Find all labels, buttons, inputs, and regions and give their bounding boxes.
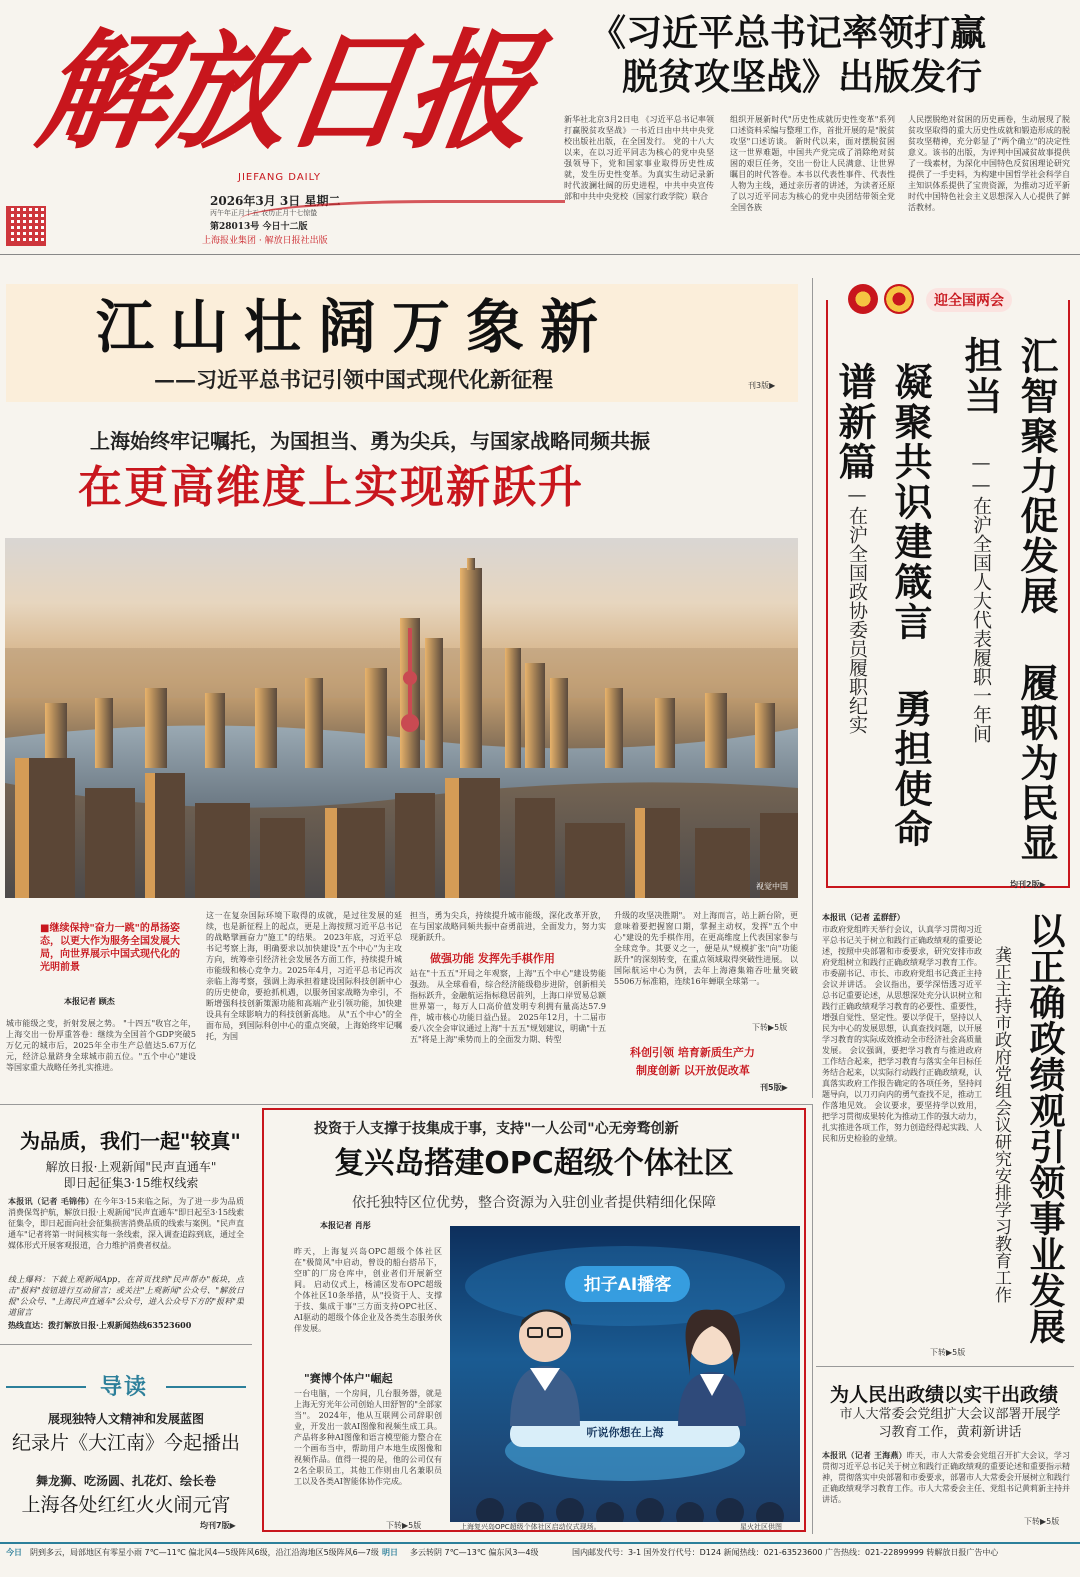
top-story-col-2: 组织开展新时代"历史性成就历史性变革"系列口述资料采编与整理工作，首批开展的是"脱贫攻坚"口述访谈。 新时代以来，面对摆脱贫困这一世界难题，中国共产党完成了消除绝对贫困的艰巨任务，交出一份让人民满意、让世界瞩目的时代答卷。本书以代表性事件、代表性人物为主线，通过亲历者的讲述，为读者还原了以习近平同志为核心的党中央团结带领全党全国各族	[730, 115, 895, 212]
lead-col-3: 担当，勇为尖兵，持续提升城市能级，深化改革开放，在与国家战略同频共振中奋勇前进，全面发力，努力实现新跃升。	[410, 911, 606, 942]
lead-sub-1: 做强功能 发挥先手棋作用	[430, 952, 555, 965]
quality-sub-1: 解放日报·上观新闻"民声直通车"	[45, 1160, 217, 1174]
lead-col-3b: 站在"十五五"开局之年观察，上海"五个中心"建设势能强劲。 从全球看看，综合经济能级稳步进阶，创新相关指标跃升，金融航运指标稳居前列，上海口岸贸易总额世界第一，每万人口高价值发明专利拥有量高达57.9件，城市核心功能日益凸显。 2025年12月，十二届市委八次全会审议通过上海"十五五"规划建议，明确"十五五"将是上海"乘势而上的全面发力期、转型	[410, 969, 606, 1044]
opc-headline: 复兴岛搭建OPC超级个体社区	[334, 1146, 734, 1181]
cppcc-emblem-icon	[884, 284, 914, 314]
lead-col-4: 升级的攻坚决胜期"。 对上海而言，站上新台阶，更意味着要把握窗口期，掌握主动权，发挥"五个中心"建设的先手棋作用，在更高维度上代表国家参与全球竞争。其要义之一，便是从"规模扩张"向"功能跃升"的深刻转变，在重点领域取得突破性进展。 以国际航运中心为例，去年上海港集箱吞吐量突破5506万标准箱，连续16年蝉联全球第一。	[614, 911, 798, 986]
renmin-headline: 为人民出政绩以实干出政绩	[830, 1384, 1059, 1406]
divider-top	[0, 254, 1080, 255]
lead-red-intro: ■继续保持"奋力一跳"的昂扬姿态，以更大作为服务全国发展大局，向世界展示中国式现代化的光明前景	[40, 923, 180, 973]
quality-sub-2: 即日起征集3·15维权线索	[63, 1176, 199, 1190]
guide-item-1-kicker: 展现独特人文精神和发展蓝图	[47, 1412, 204, 1426]
zhengji-headline: 以正确政绩观引领事业发展	[1024, 912, 1066, 1344]
lead-red-sub-1: 科创引领 培育新质生产力	[630, 1046, 755, 1059]
renmin-subline: 市人大常委会党组扩大会议部署开展学习教育工作，黄莉新讲话	[839, 1407, 1061, 1440]
lianghui-b-title: 凝聚共识建箴言 勇担使命谱新篇	[832, 362, 933, 849]
guide-line-left	[6, 1386, 86, 1388]
masthead-issue: 第28013号 今日十二版	[210, 222, 308, 232]
divider-mid	[0, 1104, 812, 1105]
masthead-date: 2026年3月 3日 星期二	[210, 194, 341, 208]
renmin-turn: 下转▶5版	[1024, 1517, 1060, 1526]
guide-item-2-kicker: 舞龙狮、吃汤圆、扎花灯、绘长卷	[35, 1474, 216, 1488]
top-story	[540, 8, 1075, 250]
feature-subline: ——习近平总书记引领中国式现代化新征程	[154, 367, 553, 392]
zhengji-turn: 下转▶5版	[930, 1348, 966, 1357]
footer	[0, 1547, 1080, 1567]
feature-banner	[6, 284, 798, 402]
quality-body-text: 在今年3·15来临之际，为了进一步为品质消费保驾护航，解放日报·上观新闻"民声直通车"即日起至3·15线索征集令，即日起面向社会征集损害消费品质的线索与案例。"民声直通车"记者将第一时间核实每一条线索，深入调查追踪到底，通过全媒体形式开展客观报道，合力维护消费者权益。	[8, 1197, 244, 1250]
feature-turn: 刊3版▶	[748, 381, 776, 390]
quality-headline: 为品质，我们一起"较真"	[20, 1129, 241, 1153]
guide-title: 导读	[100, 1374, 149, 1400]
top-story-headline-2: 脱贫攻坚战》出版发行	[622, 56, 983, 98]
skyline-photo	[5, 538, 798, 898]
guide-box	[6, 1360, 246, 1536]
renmin-body	[822, 1450, 1070, 1516]
opc-credit: 星火社区供图	[740, 1523, 782, 1531]
opc-byline: 本报记者 肖彤	[320, 1220, 371, 1230]
lianghui-a-sub: ——在沪全国人大代表履职一年间	[970, 452, 992, 743]
opc-kicker: 投资于人支撑于技集成于事，支持"一人公司"心无旁骛创新	[314, 1121, 679, 1137]
skyline-illustration	[5, 538, 798, 898]
opc-photo-sign: 扣子AI播客	[583, 1275, 672, 1295]
masthead-publisher: 上海报业集团 · 解放日报社出版	[202, 236, 328, 246]
footer-rule	[0, 1542, 1080, 1544]
renmin-byline: 本报讯（记者 王海燕）	[822, 1450, 907, 1460]
lianghui-label: 迎全国两会	[926, 288, 1012, 312]
lead-red-sub-2: 制度创新 以开放促改革	[636, 1064, 750, 1077]
guide-turn: 均刊7版▶	[200, 1521, 236, 1530]
lead-kicker: 上海始终牢记嘱托，为国担当、勇为尖兵，与国家战略同频共振	[90, 429, 650, 453]
top-story-col-1: 新华社北京3月2日电 《习近平总书记率领打赢脱贫攻坚战》一书近日由中共中央党校出版社出版，在全国发行。 党的十八大以来，在以习近平同志为核心的党中央坚强领导下，党和国家事业取得历史性成就，发生历史性变革。为真实生动记录新时代波澜壮阔的历史进程，中共中央宣传部和中共中央党校（国家行政学院）联合	[564, 115, 714, 201]
footer-today-weather: 阴到多云，局部地区有零星小雨 7℃—11℃ 偏北风4—5级阵风6级，沿江沿海地区5级阵风6—7级	[30, 1548, 379, 1557]
masthead-logo: 解放日报	[29, 17, 539, 167]
footer-codes: 国内邮发代号：3-1 国外发行代号：D124 新闻热线：021-63523600 广告热线：021-22899999 转解放日报广告中心	[572, 1548, 999, 1557]
lead-turn: 刊5版▶	[760, 1083, 788, 1092]
footer-today-label: 今日	[6, 1548, 22, 1557]
opc-caption: 上海复兴岛OPC超级个体社区启动仪式现场。	[460, 1523, 601, 1531]
divider-right-mid	[816, 1366, 1074, 1367]
lead-byline: 本报记者 顾杰	[64, 997, 115, 1006]
masthead-lunar: 丙午年正月十五 农历正月十七惊蛰	[210, 209, 318, 217]
masthead	[0, 0, 560, 250]
guide-item-1-title: 纪录片《大江南》今起播出	[11, 1432, 240, 1454]
quality-hotline-1: 线上爆料：下载上观新闻App，在首页找到"民声帮办"板块，点击"报料"按钮进行互动留言；或关注"上观新闻"公众号、"解放日报"公众号、"上海民声直通车"公众号，进入公众号下方的"报料"渠道留言	[8, 1275, 244, 1317]
opc-photo-desk: 听说你想在上海	[586, 1426, 664, 1439]
lianghui-a-title: 汇智聚力促发展 履职为民显担当	[958, 336, 1059, 863]
renmin-body-text: 昨天，市人大常委会党组召开扩大会议，学习贯彻习近平总书记关于树立和践行正确政绩观的重要论述和重要指示精神，贯彻落实中央部署和市委要求，部署市人大常委会开展树立和践行正确政绩观学习教育工作。市人大常委会主任、党组书记黄莉新主持并讲话。	[822, 1451, 1070, 1504]
photo-credit: 视觉中国	[756, 882, 788, 891]
zhengji-body: 市政府党组昨天举行会议，认真学习贯彻习近平总书记关于树立和践行正确政绩观的重要论述，按照中央部署和市委要求，研究安排市政府党组树立和践行正确政绩观学习教育工作。市委副书记、市长、市政府党组书记龚正主持会议并讲话。 会议指出，要学深悟透习近平总书记重要论述，从思想深处充分认识树立和践行正确政绩观学习教育的必要性、重要性，增强自觉性、坚定性。要以学促干，坚持以人民为中心的发展思想，认真查找问题，以开展学习教育的实际成效推动全市经济社会高质量发展。 会议强调，要把学习教育与推进政府工作结合起来，把学习教育与落实全年目标任务结合起来，以实际行动践行正确政绩观，认真落实政府工作报告确定的各项任务，坚持问题导向，以刀刃向内的勇气查找不足，推动工作落地见效。 会议要求，要坚持学以致用，把学习贯彻成果转化为推动工作的强大动力，扎实推进各项工作，努力创造经得起实践、人民和历史检验的业绩。	[822, 925, 982, 1143]
divider-guide	[0, 1344, 252, 1345]
opc-body-2: 一台电脑，一个房间，几台服务器，就是上海无穷光年公司创始人田舒智的"全部家当"。 2024年，他从互联网公司辞职创业，开发出一款AI图像和视频生成工具。产品将多种AI图像和语言模型能力整合在一个画布当中，帮助用户本地生成图像和视频作品。值得一提的是，他的公司仅有2名全职员工，其他工作则由几名兼职员工以及各类AI智能体协作完成。	[294, 1389, 442, 1486]
zhengji-subline: 龚正主持市政府党组会议研究安排学习教育工作	[991, 946, 1011, 1303]
quality-byline: 本报讯（记者 毛锦伟）	[8, 1196, 94, 1206]
guide-item-2-title: 上海各处红红火火闹元宵	[21, 1494, 231, 1516]
feature-headline: 江山壮阔万象新	[96, 293, 615, 361]
lead-col-1: 城市能级之变，折射发展之势。 "十四五"收官之年，上海交出一份厚重答卷：继续为全国首个GDP突破5万亿元的城市后，2025年全市生产总值达5.67万亿元，经济总量跻身全球城市前五位。"五个中心"建设等国家重大战略任务扎实推进。	[6, 1019, 196, 1072]
guide-line-right	[166, 1386, 246, 1388]
top-story-headline-1: 《习近平总书记率领打赢	[590, 12, 987, 54]
opc-body-1: 昨天，上海复兴岛OPC超级个体社区在"极简风"中启动，曾设的船台搭吊下，空旷的厂房仓库中，创业者们开展新空间。 启动仪式上，杨浦区发布OPC超级个体社区10条举措，从"投资于人、支撑于技、集成于事"三方面支持OPC社区、AI驱动的超级个体企业及各类生态服务伙伴发展。	[294, 1247, 442, 1333]
opc-photo	[450, 1226, 800, 1522]
quality-body	[8, 1196, 244, 1272]
footer-tomorrow-weather: 多云转阴 7℃—13℃ 偏东风3—4级	[410, 1548, 539, 1557]
opc-turn: 下转▶5版	[386, 1521, 422, 1530]
masthead-pinyin: JIEFANG DAILY	[238, 172, 321, 183]
lead-headline: 在更高维度上实现新跃升	[78, 462, 584, 513]
lianghui-turn: 均刊2版▶	[1010, 880, 1046, 889]
opc-sub: "赛博个体户"崛起	[304, 1372, 393, 1385]
top-story-col-3: 人民摆脱绝对贫困的历史画卷，生动展现了脱贫攻坚取得的重大历史性成就和锻造形成的脱贫攻坚精神，充分彰显了"两个确立"的决定性意义。该书的出版，为评判中国减贫故事提供了一线素材，为深化中国特色反贫困理论研究提供了一手史料，为构建中国哲学社会科学自主知识体系提供了宝贵资源，为推动习近平新时代中国特色社会主义思想深入人心提供了鲜活教材。	[908, 115, 1070, 212]
opc-box	[262, 1108, 806, 1532]
footer-tomorrow-label: 明日	[382, 1548, 398, 1557]
quality-hotline-2: 热线直达：拨打解放日报·上观新闻热线63523600	[8, 1320, 192, 1330]
lead-col-2: 这一在复杂国际环境下取得的成就，是过往发展的延续，也是新征程上的起点，更是上海按照习近平总书记的战略擘画奋力"施工"的结果。 2023年底，习近平总书记考察上海，明确要求以加快建设"五个中心"为主攻方向，统筹牵引经济社会发展各方面工作，持续提升城市能级和核心竞争力。2025年4月，习近平总书记再次亲临上海考察，强调上海承担着建设国际科技创新中心的历史使命，要抢抓机遇，以服务国家战略为牵引，不断增强科技创新策源功能和高端产业引领功能，加快建设具有全球影响力的科技创新高地。 从"五个中心"的全面布局，到国际科创中心的重点突破，上海始终牢记嘱托，为国	[206, 911, 402, 1041]
opc-subline: 依托独特区位优势，整合资源为入驻创业者提供精细化保障	[352, 1195, 716, 1211]
divider-right-lower	[812, 1104, 813, 1534]
lead-col-4-turn: 下转▶5版	[752, 1023, 788, 1032]
qr-code-icon	[6, 206, 46, 246]
national-emblem-icon	[848, 284, 878, 314]
lianghui-b-sub: ——在沪全国政协委员履职纪实	[846, 462, 868, 734]
zhengji-byline: 本报讯（记者 孟群舒）	[822, 912, 905, 922]
divider-lead-right	[812, 278, 813, 1098]
